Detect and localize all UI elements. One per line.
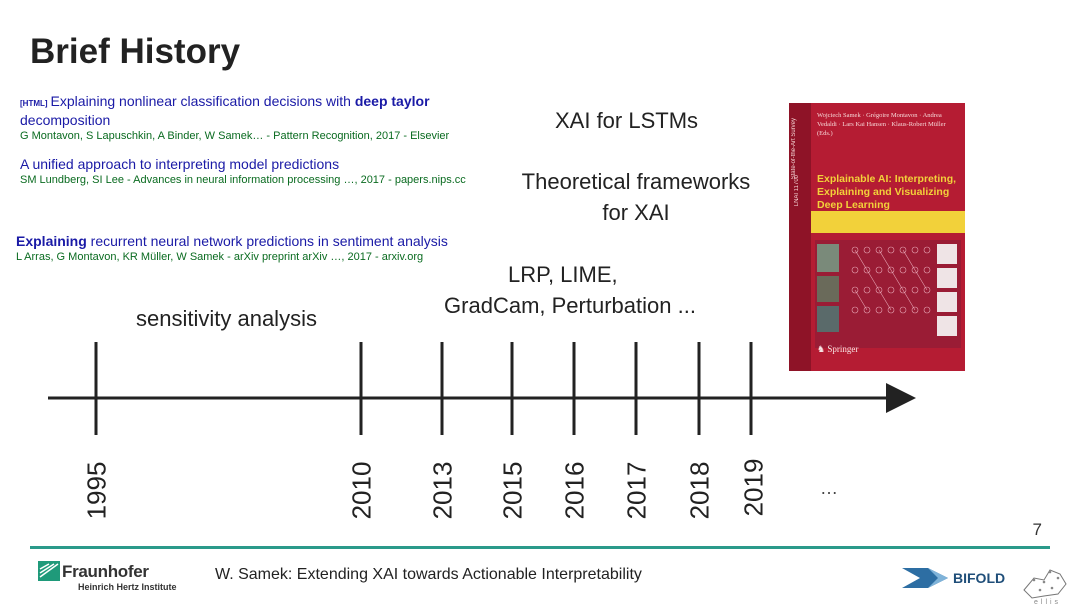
reference-1-meta: G Montavon, S Lapuschkin, A Binder, W Samek… - Pattern Recognition, 2017 - Elsevier xyxy=(20,130,450,142)
label-theoretical-frameworks: Theoretical frameworks for XAI xyxy=(521,169,751,225)
html-tag: [HTML] xyxy=(20,99,48,108)
neural-network-art xyxy=(815,240,961,348)
year-2017: 2017 xyxy=(621,461,652,520)
footer-text: W. Samek: Extending XAI towards Actionable Interpretability xyxy=(215,566,642,583)
year-2016: 2016 xyxy=(559,461,590,520)
ellis-text: ellis xyxy=(1034,599,1062,604)
bifold-logo: BIFOLD xyxy=(953,570,1006,586)
reference-2-title[interactable]: A unified approach to interpreting model predictions xyxy=(20,156,340,172)
fraunhofer-logo: Fraunhofer xyxy=(62,562,149,581)
reference-3-meta: L Arras, G Montavon, KR Müller, W Samek - arXiv preprint arXiv …, 2017 - arxiv.org xyxy=(16,251,424,263)
reference-3-title[interactable]: Explaining recurrent neural network predictions in sentiment analysis xyxy=(16,233,448,249)
book-cover-art xyxy=(815,240,961,348)
slide-number: 7 xyxy=(1032,520,1042,539)
year-2013: 2013 xyxy=(427,461,458,520)
year-2015: 2015 xyxy=(497,461,528,520)
label-lrp-lime: LRP, LIME, GradCam, Perturbation ... xyxy=(444,262,696,318)
book-authors: Wojciech Samek · Grégoire Montavon · Andrea Vedaldi · Lars Kai Hansen · Klaus-Robert Müller (Eds.) xyxy=(817,112,946,137)
ellis-logo-icon xyxy=(1020,560,1070,604)
reference-1-title[interactable]: [HTML] Explaining nonlinear classification decisions with deep taylor decomposition xyxy=(20,93,430,128)
timeline-ellipsis: … xyxy=(820,478,838,498)
springer-horse-icon: ♞ xyxy=(817,344,826,354)
label-sensitivity-analysis: sensitivity analysis xyxy=(136,306,317,331)
slide-title: Brief History xyxy=(30,32,241,71)
year-2010: 2010 xyxy=(346,461,377,520)
reference-2-meta: SM Lundberg, SI Lee - Advances in neural information processing …, 2017 - papers.nips.cc xyxy=(20,174,466,186)
year-2019: 2019 xyxy=(738,458,769,517)
label-xai-lstms: XAI for LSTMs xyxy=(555,108,699,133)
year-1995: 1995 xyxy=(81,461,112,520)
footer-divider xyxy=(30,546,1050,549)
year-2018: 2018 xyxy=(684,461,715,520)
bifold-logo-icon xyxy=(902,564,952,590)
fraunhofer-institute: Heinrich Hertz Institute xyxy=(78,582,177,592)
book-yellow-band xyxy=(811,211,965,233)
book-series-label: State-of-the-Art Survey xyxy=(791,118,797,180)
book-title: Explainable AI: Interpreting, Explaining and Visualizing Deep Learning xyxy=(817,173,957,211)
book-lnai-label: LNAI 11700 xyxy=(794,175,800,207)
book-cover xyxy=(789,103,965,371)
fraunhofer-logo-icon xyxy=(38,561,60,581)
book-publisher: ♞ Springer xyxy=(817,344,859,354)
